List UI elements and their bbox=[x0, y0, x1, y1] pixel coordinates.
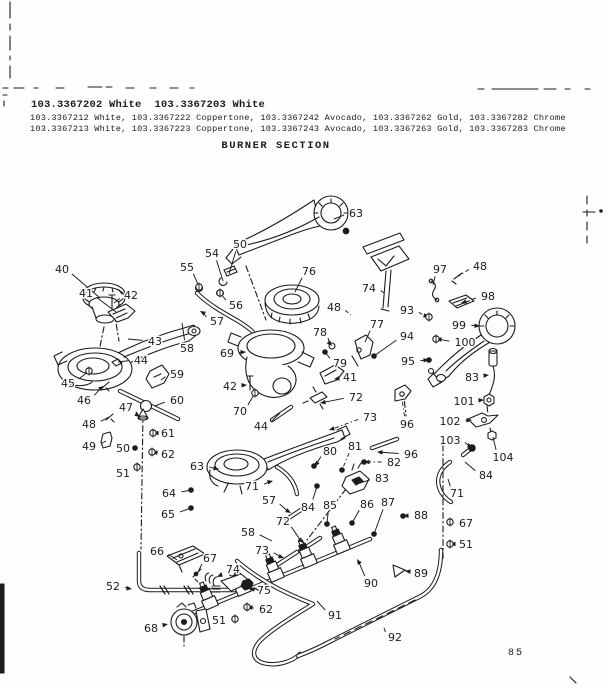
callout-85 bbox=[323, 499, 337, 527]
callout-99 bbox=[452, 319, 480, 332]
burner-arm-63-mid bbox=[207, 426, 350, 494]
callout-label-46: 46 bbox=[77, 394, 91, 407]
igniter-switch-68 bbox=[171, 603, 210, 646]
page-number: 85 bbox=[508, 648, 525, 659]
callout-label-56: 56 bbox=[229, 299, 243, 312]
callout-51 bbox=[116, 463, 140, 481]
callout-label-79: 79 bbox=[333, 357, 347, 370]
callout-42 bbox=[223, 380, 247, 393]
callout-label-44: 44 bbox=[254, 420, 268, 433]
callout-72 bbox=[276, 515, 303, 543]
callout-label-50: 50 bbox=[116, 442, 130, 455]
callout-label-45: 45 bbox=[61, 377, 75, 390]
callout-label-44: 44 bbox=[134, 354, 148, 367]
burner-ring-76 bbox=[265, 285, 319, 324]
callout-55 bbox=[180, 261, 202, 292]
callout-label-58: 58 bbox=[241, 526, 255, 539]
callout-57 bbox=[262, 494, 291, 513]
callout-label-57: 57 bbox=[210, 315, 224, 328]
callout-51 bbox=[447, 538, 473, 551]
callout-label-83: 83 bbox=[465, 371, 479, 384]
callout-label-90: 90 bbox=[364, 577, 378, 590]
callout-label-74: 74 bbox=[226, 563, 240, 576]
callout-95 bbox=[401, 355, 432, 368]
callout-48 bbox=[459, 260, 487, 276]
section-title: BURNER SECTION bbox=[221, 140, 331, 152]
screw-48c bbox=[452, 273, 462, 284]
callout-label-66: 66 bbox=[150, 545, 164, 558]
callout-label-54: 54 bbox=[205, 247, 219, 260]
callout-label-67: 67 bbox=[203, 552, 217, 565]
callout-label-59: 59 bbox=[170, 368, 184, 381]
callout-label-55: 55 bbox=[180, 261, 194, 274]
callout-label-97: 97 bbox=[433, 263, 447, 276]
callout-62 bbox=[149, 448, 175, 462]
callout-100 bbox=[433, 335, 476, 350]
callout-101 bbox=[454, 395, 485, 408]
callout-label-62: 62 bbox=[161, 448, 175, 461]
callout-label-40: 40 bbox=[55, 263, 69, 276]
callout-label-63: 63 bbox=[190, 460, 204, 473]
callout-102 bbox=[440, 415, 473, 428]
burner-arm-63-top bbox=[226, 196, 349, 264]
callout-label-42: 42 bbox=[223, 380, 237, 393]
callout-label-72: 72 bbox=[276, 515, 290, 528]
callout-label-77: 77 bbox=[370, 318, 384, 331]
callout-label-87: 87 bbox=[381, 496, 395, 509]
callout-label-80: 80 bbox=[323, 445, 337, 458]
model-numbers-line3: 103.3367213 White, 103.3367223 Coppertone, 103.3367243 Avocado, 103.3367263 Gold, 103.3367283 Chrome bbox=[30, 124, 566, 134]
callout-88 bbox=[400, 509, 428, 522]
callout-47 bbox=[119, 401, 140, 417]
callout-label-51: 51 bbox=[459, 538, 473, 551]
ignition-switch-83 bbox=[342, 463, 369, 494]
callout-40 bbox=[55, 263, 100, 298]
callout-54 bbox=[205, 247, 223, 281]
callout-label-89: 89 bbox=[414, 567, 428, 580]
callout-93 bbox=[400, 304, 432, 322]
callout-label-63: 63 bbox=[349, 207, 363, 220]
callout-62 bbox=[244, 603, 273, 617]
callout-label-64: 64 bbox=[162, 487, 176, 500]
callout-96 bbox=[400, 399, 414, 431]
callout-68 bbox=[144, 622, 168, 635]
callout-label-65: 65 bbox=[161, 508, 175, 521]
callout-74 bbox=[362, 282, 384, 295]
callout-83 bbox=[465, 371, 489, 384]
bracket-49 bbox=[101, 432, 112, 448]
callout-52 bbox=[106, 580, 132, 593]
callout-label-51: 51 bbox=[212, 614, 226, 627]
callout-label-81: 81 bbox=[348, 440, 362, 453]
spark-module-74 bbox=[363, 233, 409, 311]
callout-66 bbox=[150, 545, 177, 560]
callout-104 bbox=[493, 437, 514, 464]
callout-label-69: 69 bbox=[220, 347, 234, 360]
callout-67 bbox=[447, 517, 473, 530]
callout-label-93: 93 bbox=[400, 304, 414, 317]
callout-91 bbox=[317, 601, 342, 622]
callout-label-51: 51 bbox=[116, 467, 130, 480]
callout-92 bbox=[384, 628, 402, 644]
callout-label-73: 73 bbox=[363, 411, 377, 424]
callout-label-60: 60 bbox=[170, 394, 184, 407]
callout-label-98: 98 bbox=[481, 290, 495, 303]
callout-label-52: 52 bbox=[106, 580, 120, 593]
callout-label-48: 48 bbox=[473, 260, 487, 273]
callout-86 bbox=[349, 498, 374, 526]
callout-label-41: 41 bbox=[343, 371, 357, 384]
callout-label-88: 88 bbox=[414, 509, 428, 522]
callout-89 bbox=[405, 567, 428, 580]
callout-label-49: 49 bbox=[82, 440, 96, 453]
callout-label-101: 101 bbox=[453, 395, 475, 408]
callout-48 bbox=[327, 301, 351, 315]
callout-label-47: 47 bbox=[119, 401, 133, 414]
clip-59 bbox=[146, 365, 169, 388]
callout-65 bbox=[161, 505, 194, 521]
callout-label-76: 76 bbox=[302, 265, 316, 278]
callout-label-96: 96 bbox=[404, 448, 418, 461]
callout-label-41: 41 bbox=[79, 287, 93, 300]
callout-label-62: 62 bbox=[259, 603, 273, 616]
callout-label-50: 50 bbox=[233, 238, 247, 251]
callout-51 bbox=[212, 614, 238, 627]
callout-label-86: 86 bbox=[360, 498, 374, 511]
plate-98 bbox=[449, 295, 474, 308]
callout-label-102: 102 bbox=[439, 415, 461, 428]
callout-label-103: 103 bbox=[439, 434, 461, 447]
callout-label-99: 99 bbox=[452, 319, 466, 332]
callout-label-85: 85 bbox=[323, 499, 337, 512]
clip-54 bbox=[219, 278, 227, 285]
callout-82 bbox=[361, 456, 401, 469]
callout-87 bbox=[371, 496, 395, 537]
valve-96a bbox=[395, 385, 411, 401]
callout-label-75: 75 bbox=[257, 584, 271, 597]
callout-58 bbox=[241, 526, 272, 541]
callout-48 bbox=[82, 417, 109, 431]
callout-73 bbox=[255, 544, 284, 558]
wire-97 bbox=[431, 281, 437, 300]
callout-label-73: 73 bbox=[255, 544, 269, 557]
callout-label-48: 48 bbox=[82, 418, 96, 431]
callout-84 bbox=[465, 462, 493, 482]
callout-label-94: 94 bbox=[400, 330, 414, 343]
callout-103 bbox=[440, 434, 474, 448]
callout-label-82: 82 bbox=[387, 456, 401, 469]
callout-50 bbox=[116, 442, 138, 455]
callout-label-42: 42 bbox=[124, 289, 138, 302]
model-numbers-line1: 103.3367202 White 103.3367203 White bbox=[31, 99, 266, 111]
callout-label-70: 70 bbox=[233, 405, 247, 418]
callout-label-74: 74 bbox=[362, 282, 376, 295]
burner-bowl-69 bbox=[228, 330, 314, 397]
callout-label-104: 104 bbox=[492, 451, 514, 464]
callout-label-78: 78 bbox=[313, 326, 327, 339]
callout-71 bbox=[245, 480, 273, 493]
callout-label-48: 48 bbox=[327, 301, 341, 314]
callout-label-57: 57 bbox=[262, 494, 276, 507]
callout-78 bbox=[313, 326, 332, 346]
callout-label-72: 72 bbox=[349, 391, 363, 404]
callout-label-91: 91 bbox=[328, 609, 342, 622]
callouts bbox=[55, 207, 514, 644]
callout-60 bbox=[155, 394, 184, 407]
callout-97 bbox=[433, 263, 447, 285]
callout-label-67: 67 bbox=[459, 517, 473, 530]
callout-label-100: 100 bbox=[454, 336, 476, 349]
callout-90 bbox=[357, 559, 378, 590]
callout-label-68: 68 bbox=[144, 622, 158, 635]
callout-71 bbox=[448, 479, 464, 500]
callout-label-95: 95 bbox=[401, 355, 415, 368]
callout-label-84: 84 bbox=[301, 501, 315, 514]
model-numbers-line2: 103.3367212 White, 103.3367222 Coppertone, 103.3367242 Avocado, 103.3367262 Gold, 103.3367282 Chrome bbox=[30, 113, 566, 123]
callout-label-43: 43 bbox=[148, 335, 162, 348]
callout-64 bbox=[162, 487, 194, 500]
spud-72a bbox=[303, 387, 327, 409]
callout-label-96: 96 bbox=[400, 418, 414, 431]
callout-79 bbox=[322, 349, 347, 370]
callout-label-71: 71 bbox=[245, 480, 259, 493]
bracket-66 bbox=[167, 546, 205, 565]
callout-label-61: 61 bbox=[161, 427, 175, 440]
callout-label-83: 83 bbox=[375, 472, 389, 485]
callout-label-84: 84 bbox=[479, 469, 493, 482]
callout-label-58: 58 bbox=[180, 342, 194, 355]
bracket-77 bbox=[355, 335, 373, 359]
callout-61 bbox=[150, 427, 175, 440]
callout-label-71: 71 bbox=[450, 487, 464, 500]
callout-57 bbox=[200, 311, 224, 328]
callout-73 bbox=[329, 411, 377, 431]
spring-74b bbox=[205, 573, 217, 585]
callout-label-92: 92 bbox=[388, 631, 402, 644]
callout-74 bbox=[217, 563, 240, 577]
callout-84 bbox=[301, 483, 320, 514]
